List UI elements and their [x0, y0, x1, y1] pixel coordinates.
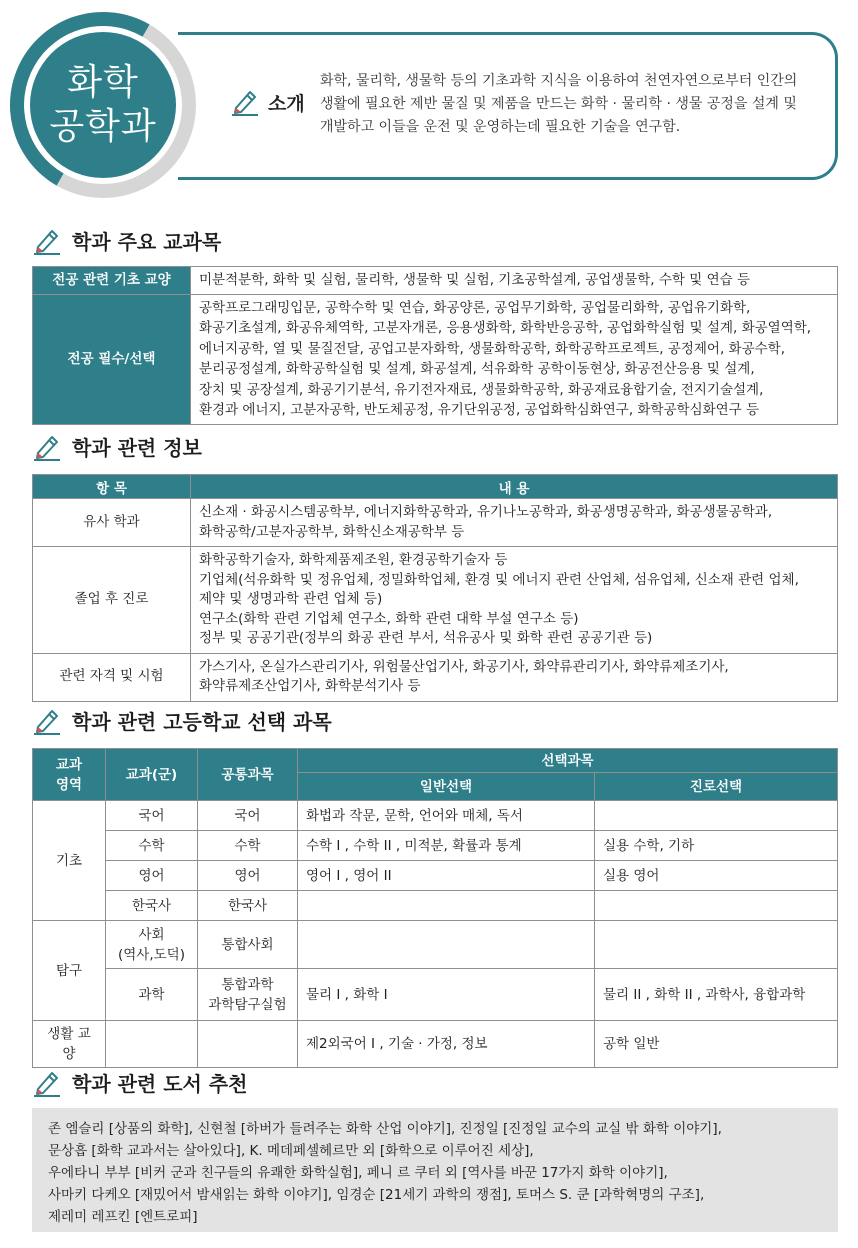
table-row [33, 267, 838, 295]
intro-line: 화학, 물리학, 생물학 등의 기초과학 지식을 이용하여 천연자연으로부터 인간의 [320, 73, 798, 89]
row-label: 졸업 후 진로 [33, 547, 191, 654]
table-row [33, 499, 838, 547]
cell-line: 연구소(화학 관련 기업체 연구소, 화학 관련 대학 부설 연구소 등) [199, 610, 579, 627]
group-cell [106, 921, 198, 969]
cell-line: 화공기초설계, 화공유체역학, 고분자개론, 응용생화학, 화학반응공학, 공업화학실험 및 설계, 화공열역학, [199, 320, 812, 336]
column-header: 내 용 [191, 475, 838, 499]
table-row [33, 861, 838, 891]
header-line: 교과 [55, 756, 83, 773]
row-header: 전공 관련 기초 교양 [33, 267, 191, 295]
general-cell: 수학 I , 수학 II , 미적분, 확률과 통계 [298, 831, 595, 861]
header-line: 영역 [55, 776, 83, 793]
section-info-title [32, 432, 202, 461]
info-table [32, 474, 838, 702]
group-cell: 국어 [106, 801, 198, 831]
column-header-group: 교과(군) [106, 749, 198, 801]
common-cell [198, 969, 298, 1021]
cell-line: 미분적분학, 화학 및 실험, 물리학, 생물학 및 실험, 기초공학설계, 공업생물학, 수학 및 연습 등 [199, 272, 751, 288]
column-header-career: 진로선택 [595, 773, 838, 801]
career-cell: 물리 II , 화학 II , 과학사, 융합과학 [595, 969, 838, 1021]
intro-label-text: 소개 [268, 92, 305, 115]
cell-line: 화학공학기술자, 화학제품제조원, 환경공학기술자 등 [199, 552, 508, 568]
column-header: 항 목 [33, 475, 191, 499]
career-cell: 실용 영어 [595, 861, 838, 891]
table-row [33, 831, 838, 861]
common-cell: 국어 [198, 801, 298, 831]
cell-line: 화약류제조산업기사, 화학분석기사 등 [199, 678, 421, 694]
column-header-elective: 선택과목 [298, 749, 838, 773]
area-cell: 기초 [33, 801, 106, 921]
group-cell: 과학 [106, 969, 198, 1021]
cell-line: 과학탐구실험 [208, 996, 287, 1013]
general-cell: 화법과 작문, 문학, 언어와 매체, 독서 [298, 801, 595, 831]
books-box [32, 1108, 838, 1232]
highschool-table [32, 748, 838, 1068]
table-row [33, 294, 838, 424]
cell-line: 장치 및 공장설계, 화공기기분석, 유기전자재료, 생물화학공학, 화공재료융합기술, 전지기술설계, [199, 381, 764, 398]
department-title-line1: 화학 [67, 62, 139, 103]
cell-line: 사회 [138, 926, 165, 943]
cell-line: (역사,도덕) [118, 946, 185, 963]
career-cell [595, 891, 838, 921]
general-cell [298, 921, 595, 969]
group-cell: 수학 [106, 831, 198, 861]
general-cell [298, 891, 595, 921]
cell-line: 기업체(석유화학 및 정유업체, 정밀화학업체, 환경 및 에너지 관련 산업체, 섬유업체, 신소재 관련 업체, [199, 571, 799, 588]
career-cell [595, 921, 838, 969]
area-cell: 탐구 [33, 921, 106, 1021]
general-cell: 물리 I , 화학 I [298, 969, 595, 1021]
intro-text [320, 70, 825, 139]
department-title [30, 32, 176, 178]
intro-line: 개발하고 이들을 운전 및 운영하는데 필요한 기술을 연구함. [320, 119, 681, 135]
table-row [33, 653, 838, 701]
general-cell: 영어 I , 영어 II [298, 861, 595, 891]
cell-line: 분리공정설계, 화학공학실험 및 설계, 화공설계, 석유화학 공학이동현상, 화공전산응용 및 설계, [199, 361, 755, 377]
books-line: 우에타니 부부 [비커 군과 친구들의 유쾌한 화학실험], 페니 르 쿠터 외 [역사를 바꾼 17가지 화학 이야기], [48, 1165, 668, 1181]
common-cell [198, 1021, 298, 1068]
group-cell [106, 1021, 198, 1068]
row-header: 전공 필수/선택 [33, 294, 191, 424]
table-row [33, 547, 838, 654]
table-row [33, 969, 838, 1021]
table-cell [191, 294, 838, 424]
section-title-text: 학과 주요 교과목 [72, 230, 222, 254]
pencil-icon [230, 88, 260, 116]
table-cell [191, 499, 838, 547]
books-line: 사마키 다케오 [재밌어서 밤새읽는 화학 이야기], 임경순 [21세기 과학의 쟁점], 토머스 S. 쿤 [과학혁명의 구조], [48, 1187, 705, 1203]
section-title-text: 학과 관련 고등학교 선택 과목 [72, 710, 332, 734]
table-cell [191, 653, 838, 701]
cell-line: 가스기사, 온실가스관리기사, 위험물산업기사, 화공기사, 화약류관리기사, 화약류제조기사, [199, 658, 729, 675]
row-label: 유사 학과 [33, 499, 191, 547]
intro-label [230, 88, 305, 116]
common-cell: 영어 [198, 861, 298, 891]
courses-table [32, 266, 838, 425]
cell-line: 제약 및 생명과학 관련 업체 등) [199, 591, 383, 607]
section-courses-title [32, 226, 221, 255]
cell-line: 화학공학/고분자공학부, 화학신소재공학부 등 [199, 523, 465, 540]
career-cell: 실용 수학, 기하 [595, 831, 838, 861]
table-row [33, 921, 838, 969]
section-title-text: 학과 관련 도서 추천 [72, 1072, 248, 1096]
cell-line: 신소재 · 화공시스템공학부, 에너지화학공학과, 유기나노공학과, 화공생명공학과, 화공생물공학과, [199, 504, 773, 520]
table-row [33, 801, 838, 831]
cell-line: 정부 및 공공기관(정부의 화공 관련 부서, 석유공사 및 화학 관련 공공기관 등) [199, 630, 653, 646]
pencil-icon [32, 227, 62, 255]
cell-line: 공학프로그래밍입문, 공학수학 및 연습, 화공양론, 공업무기화학, 공업물리화학, 공업유기화학, [199, 299, 751, 316]
career-cell: 공학 일반 [595, 1021, 838, 1068]
cell-line: 환경과 에너지, 고분자공학, 반도체공정, 유기단위공정, 공업화학심화연구, 화학공학심화연구 등 [199, 402, 760, 418]
books-line: 존 엠슬리 [상품의 화학], 신현철 [하버가 들려주는 화학 산업 이야기], 진정일 [진정일 교수의 교실 밖 화학 이야기], [48, 1121, 722, 1137]
pencil-icon [32, 707, 62, 735]
table-row [33, 1021, 838, 1068]
row-label: 관련 자격 및 시험 [33, 653, 191, 701]
table-cell [191, 267, 838, 295]
general-cell: 제2외국어 I , 기술 · 가정, 정보 [298, 1021, 595, 1068]
section-title-text: 학과 관련 정보 [72, 436, 202, 460]
section-books-title [32, 1068, 247, 1097]
books-line: 제레미 레프킨 [엔트로피] [48, 1209, 198, 1225]
cell-line: 에너지공학, 열 및 물질전달, 공업고분자화학, 생물화학공학, 화학공학프로젝트, 공정제어, 화공수학, [199, 340, 786, 357]
books-line: 문상흡 [화학 교과서는 살아있다], K. 메데페셀헤르만 외 [화학으로 이루어진 세상], [48, 1143, 534, 1159]
pencil-icon [32, 1069, 62, 1097]
column-header-common: 공통과목 [198, 749, 298, 801]
group-cell: 한국사 [106, 891, 198, 921]
table-cell [191, 547, 838, 654]
pencil-icon [32, 433, 62, 461]
department-title-line2: 공학과 [49, 106, 157, 147]
intro-line: 생활에 필요한 제반 물질 및 제품을 만드는 화학 · 물리학 · 생물 공정을 설계 및 [320, 96, 797, 112]
column-header-area [33, 749, 106, 801]
table-row [33, 891, 838, 921]
table-header-row [33, 749, 838, 773]
career-cell [595, 801, 838, 831]
common-cell: 통합사회 [198, 921, 298, 969]
common-cell: 수학 [198, 831, 298, 861]
column-header-general: 일반선택 [298, 773, 595, 801]
table-header-row [33, 475, 838, 499]
group-cell: 영어 [106, 861, 198, 891]
cell-line: 통합과학 [221, 976, 274, 993]
common-cell: 한국사 [198, 891, 298, 921]
section-highschool-title [32, 706, 332, 735]
area-cell: 생활 교양 [33, 1021, 106, 1068]
